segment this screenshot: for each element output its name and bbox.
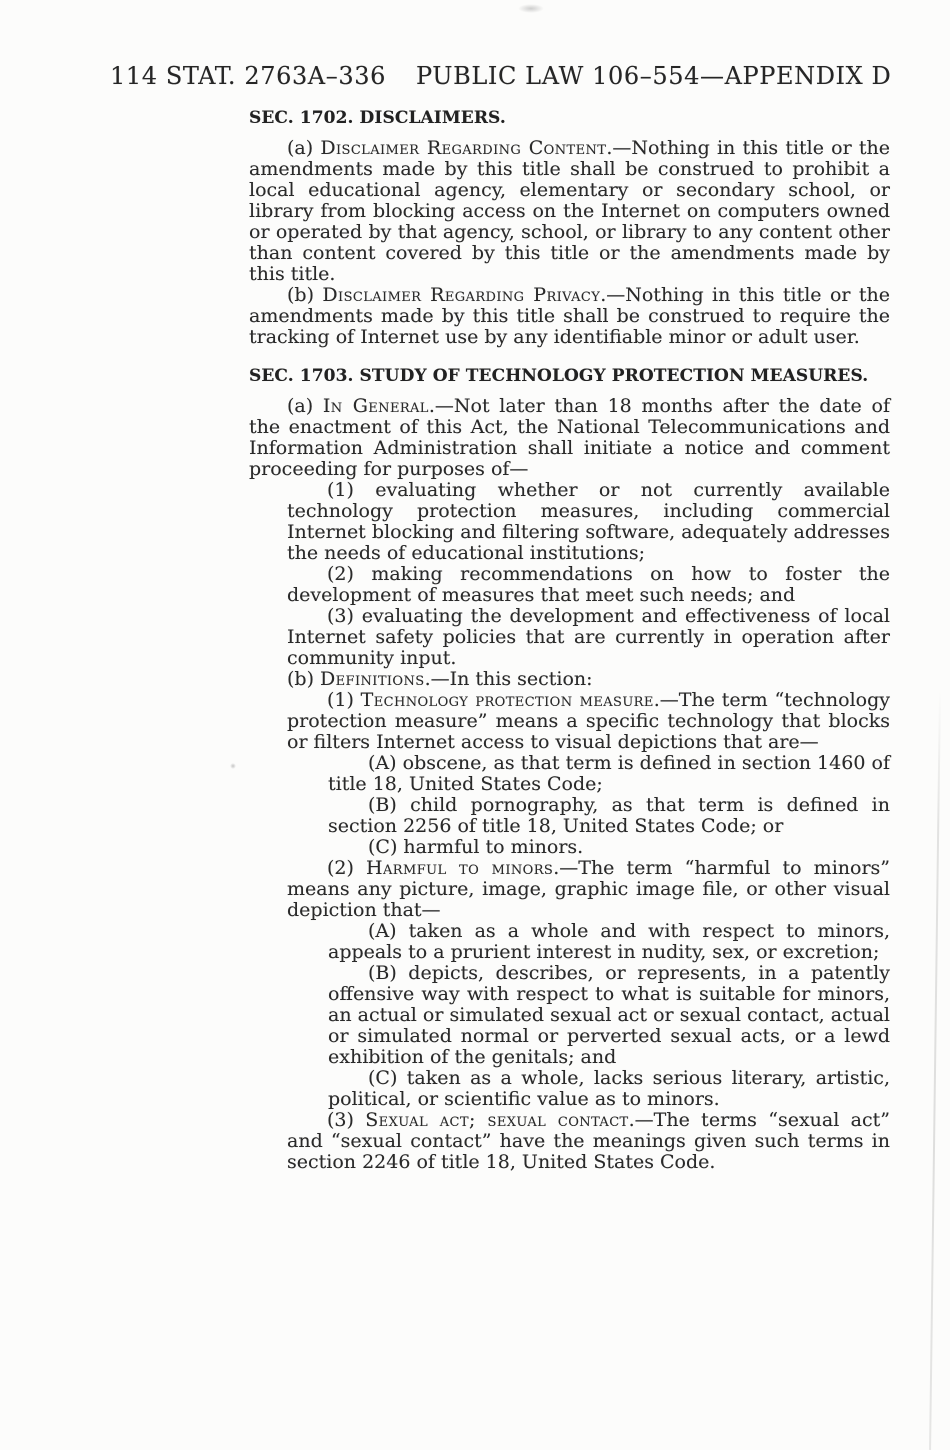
para-text: .—Not later than 18 months after the date of the enactment of this Act, the National Telecommunications and Information Administration shall initiate a notice and comment proceeding for purposes of—	[249, 395, 890, 480]
para-1703-b-2-B	[328, 963, 890, 1068]
scan-speck	[230, 763, 236, 769]
paragraph-number: (1)	[327, 689, 361, 711]
running-head	[110, 62, 910, 90]
para-1703-b-2-C	[328, 1068, 890, 1110]
statutes-page-number: 114 STAT. 2763A–336	[110, 62, 386, 90]
defined-term: Sexual act; sexual contact	[365, 1109, 629, 1131]
scan-edge-band	[4, 0, 15, 1415]
paragraph-number: (2)	[327, 857, 367, 879]
para-text: (B) depicts, describes, or represents, in a patently offensive way with respect to what is suitable for minors, an actual or simulated sexual act or sexual contact, actual or simulated normal or perverted sexual acts, or a lewd exhibition of the genitals; and	[328, 962, 890, 1068]
section-heading-1702: SEC. 1702. DISCLAIMERS.	[249, 108, 506, 128]
defined-term: Disclaimer Regarding Content	[320, 137, 607, 159]
section-heading-1703: SEC. 1703. STUDY OF TECHNOLOGY PROTECTION MEASURES.	[249, 366, 869, 386]
para-text: (A) obscene, as that term is defined in section 1460 of title 18, United States Code;	[328, 752, 890, 795]
para-text: .—The terms “sexual act” and “sexual contact” have the meanings given such terms in section 2246 of title 18, United States Code.	[287, 1109, 890, 1173]
para-text: (C) harmful to minors.	[368, 836, 584, 858]
para-text: .—The term “harmful to minors” means any picture, image, graphic image file, or other visual depiction that—	[287, 857, 890, 921]
para-1703-b-1-B	[328, 795, 890, 837]
para-text: (3) evaluating the development and effectiveness of local Internet safety policies that are currently in operation after community input.	[287, 605, 890, 669]
para-1702-b	[249, 285, 890, 348]
defined-term: Definitions	[320, 668, 425, 690]
defined-term: In General	[322, 395, 429, 417]
scan-fold-line	[929, 690, 941, 1450]
paragraph-number: (3)	[327, 1109, 366, 1131]
para-1703-a	[249, 396, 890, 480]
subsection-number: (a)	[287, 395, 323, 417]
para-1703-a-3	[287, 606, 890, 669]
para-text: .—Nothing in this title or the amendments made by this title shall be construed to prohibit a local educational agency, elementary or secondary school, or library from blocking access on the Internet on computers owned or operated by that agency, school, or library to any content other than content covered by this title or the amendments made by this title.	[249, 137, 890, 285]
para-text: (2) making recommendations on how to foster the development of measures that meet such needs; and	[287, 563, 890, 606]
para-text: (A) taken as a whole and with respect to minors, appeals to a prurient interest in nudity, sex, or excretion;	[328, 920, 890, 963]
para-text: .—The term “technology protection measure” means a specific technology that blocks or filters Internet access to visual depictions that are—	[287, 689, 891, 753]
statute-text-block	[249, 108, 890, 1173]
para-text: (B) child pornography, as that term is defined in section 2256 of title 18, United States Code; or	[328, 794, 890, 837]
defined-term: Disclaimer Regarding Privacy	[322, 284, 601, 306]
para-1703-a-2	[287, 564, 890, 606]
para-1703-b	[249, 669, 890, 690]
subsection-number: (a)	[287, 137, 321, 159]
para-1703-b-1-A	[328, 753, 890, 795]
subsection-number: (b)	[287, 284, 323, 306]
defined-term: Harmful to minors	[366, 857, 554, 879]
para-text: .—Nothing in this title or the amendments made by this title shall be construed to require the tracking of Internet use by any identifiable minor or adult user.	[249, 284, 891, 348]
para-1703-a-1	[287, 480, 890, 564]
defined-term: Technology protection measure	[360, 689, 654, 711]
para-1703-b-3	[287, 1110, 890, 1173]
public-law-title: PUBLIC LAW 106–554—APPENDIX D	[415, 62, 892, 90]
para-1703-b-1	[287, 690, 890, 753]
para-text: (1) evaluating whether or not currently available technology protection measures, including commercial Internet blocking and filtering software, adequately addresses the needs of educational institutions;	[287, 479, 890, 564]
scan-smudge	[518, 4, 544, 13]
subsection-number: (b)	[287, 668, 321, 690]
para-1703-b-2	[287, 858, 890, 921]
para-text: (C) taken as a whole, lacks serious literary, artistic, political, or scientific value as to minors.	[328, 1067, 890, 1110]
para-text: .—In this section:	[424, 668, 593, 690]
para-1703-b-1-C	[328, 837, 890, 858]
para-1702-a	[249, 138, 890, 285]
para-1703-b-2-A	[328, 921, 890, 963]
